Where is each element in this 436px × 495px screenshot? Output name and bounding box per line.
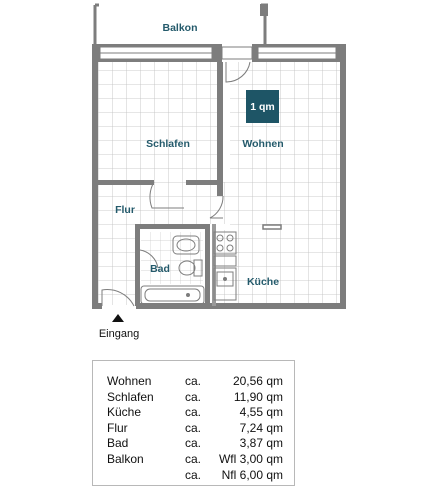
area-approx: ca. (185, 451, 202, 466)
area-value: 11,90 qm (233, 389, 283, 404)
room-label-kueche: Küche (246, 276, 280, 288)
area-summary (92, 360, 295, 486)
area-row (107, 468, 283, 484)
scale-marker-label: 1 qm (250, 101, 275, 113)
area-row (107, 421, 283, 437)
area-value: 7,24 qm (239, 420, 283, 435)
area-value: 4,55 qm (239, 405, 283, 420)
area-value: 20,56 qm (232, 374, 283, 388)
area-room-name: Bad (107, 436, 129, 451)
area-room-name: Flur (107, 420, 128, 435)
area-room-name: Balkon (107, 451, 144, 466)
area-approx: ca. (185, 467, 202, 482)
entrance-arrow-icon (112, 314, 124, 322)
room-label-bad: Bad (150, 263, 170, 275)
room-label-flur: Flur (115, 204, 135, 216)
area-room-name (107, 468, 185, 484)
area-row (107, 452, 283, 468)
area-approx: ca. (185, 389, 202, 404)
room-label-balkon: Balkon (162, 22, 198, 34)
area-row (107, 436, 283, 452)
area-value: 3,87 qm (239, 436, 283, 451)
area-value: Wfl 3,00 qm (218, 451, 283, 466)
area-approx: ca. (185, 420, 202, 435)
area-room-name: Schlafen (107, 389, 154, 404)
area-row (107, 405, 283, 421)
area-table (107, 374, 283, 483)
balcony-post (260, 4, 268, 16)
area-value: Nfl 6,00 qm (221, 467, 283, 482)
entrance-label: Eingang (98, 328, 140, 340)
area-room-name: Wohnen (107, 374, 152, 388)
room-label-schlafen: Schlafen (146, 138, 190, 150)
scale-marker (246, 90, 279, 123)
area-row (107, 374, 283, 390)
area-approx: ca. (185, 436, 202, 451)
room-label-wohnen: Wohnen (242, 138, 284, 150)
area-approx: ca. (185, 374, 202, 388)
area-row (107, 390, 283, 406)
area-approx: ca. (185, 405, 202, 420)
area-room-name: Küche (107, 405, 142, 420)
